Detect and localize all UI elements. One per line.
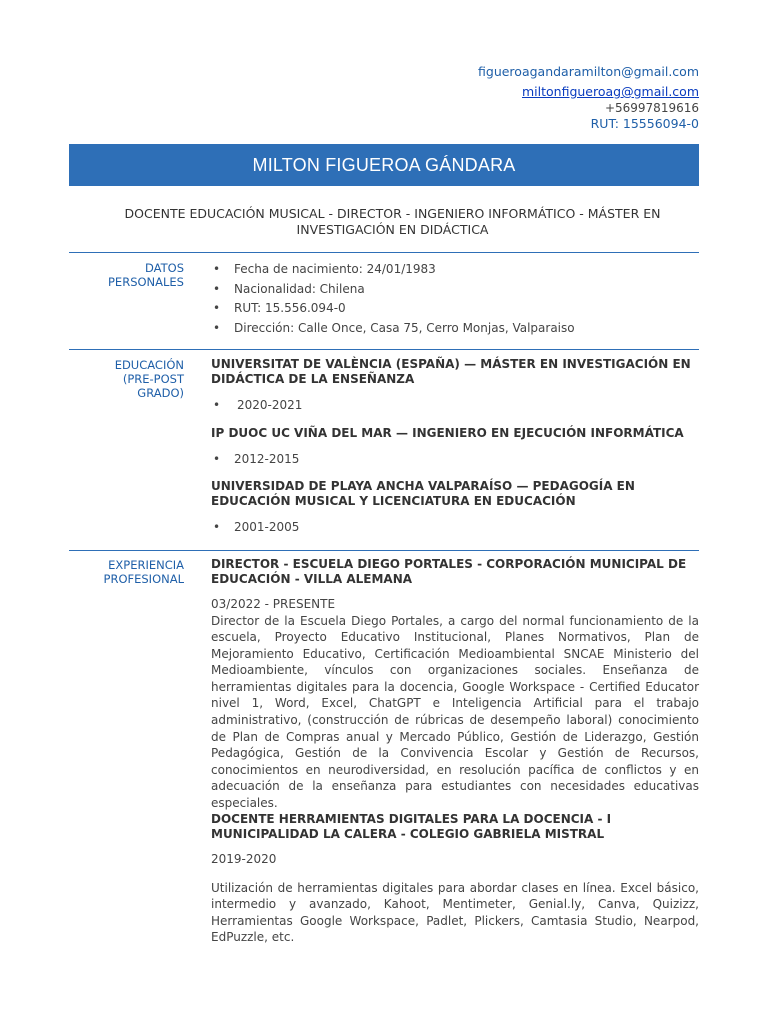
- education-entries: [211, 357, 699, 417]
- section-divider: [69, 252, 699, 253]
- education-entry: [211, 479, 699, 539]
- email-primary-link[interactable]: figueroagandaramilton@gmail.com: [478, 64, 699, 79]
- education-title: UNIVERSIDAD DE PLAYA ANCHA VALPARAÍSO — PEDAGOGÍA EN EDUCACIÓN MUSICAL Y LICENCIATURA EN EDUCACIÓN: [211, 479, 635, 508]
- education-years: • 2020-2021: [211, 397, 699, 414]
- list-item: • Dirección: Calle Once, Casa 75, Cerro Monjas, Valparaiso: [211, 320, 699, 337]
- label-line: DATOS: [144, 261, 184, 275]
- contact-block: [478, 64, 699, 132]
- job-description: Director de la Escuela Diego Portales, a cargo del normal funcionamiento de la escuela, Proyecto Educativo Institucional, Planes Normativos, Plan de Mejoramiento Educativo, Certificación Medioambiental SNCAE Ministerio del Medioambiente, vínculos con organizaciones sociales. Enseñanza de herramientas digitales para la docencia, Google Workspace - Certified Educator nivel 1, Word, Excel, ChatGPT e Inteligencia Artificial para el trabajo administrativo, (construcción de rúbricas de desempeño laboral) conocimiento de Plan de Compras anual y Mercado Público, Gestión de Liderazgo, Gestión Pedagógica, Gestión de la Convivencia Escolar y Gestión de Recursos, conocimientos en neurodiversidad, en resolución pacífica de conflictos y en adecuación de la enseñanza para estudiantes con necesidades educativas especiales.: [211, 613, 699, 811]
- rut-number: RUT: 15556094-0: [590, 116, 699, 131]
- label-line: GRADO): [137, 386, 184, 400]
- list-item: • Nacionalidad: Chilena: [211, 281, 699, 298]
- job-dates: 2019-2020: [211, 852, 277, 866]
- experience-job: [211, 812, 699, 946]
- name-banner: [69, 144, 699, 186]
- section-label-personal: [90, 261, 184, 289]
- job-title: DIRECTOR - ESCUELA DIEGO PORTALES - CORPORACIÓN MUNICIPAL DE EDUCACIÓN - VILLA ALEMANA: [211, 557, 687, 586]
- section-divider: [69, 349, 699, 350]
- list-item: • RUT: 15.556.094-0: [211, 300, 699, 317]
- education-years: • 2012-2015: [211, 451, 699, 468]
- education-title: UNIVERSITAT DE VALÈNCIA (ESPAÑA) — MÁSTER EN INVESTIGACIÓN EN DIDÁCTICA DE LA ENSEÑANZA: [211, 357, 691, 386]
- section-divider: [69, 550, 699, 551]
- job-description: Utilización de herramientas digitales para abordar clases en línea. Excel básico, intermedio y avanzado, Kahoot, Mentimeter, Genial.ly, Canva, Quizizz, Herramientas Google Workspace, Padlet, Plickers, Camtasia Studio, Nearpod, EdPuzzle, etc.: [211, 880, 699, 945]
- experience-job: [211, 557, 699, 812]
- job-title: DOCENTE HERRAMIENTAS DIGITALES PARA LA DOCENCIA - I MUNICIPALIDAD LA CALERA - COLEGIO GABRIELA MISTRAL: [211, 812, 612, 841]
- professional-subtitle: DOCENTE EDUCACIÓN MUSICAL - DIRECTOR - INGENIERO INFORMÁTICO - MÁSTER EN INVESTIGACIÓN EN DIDÁCTICA: [124, 206, 661, 237]
- education-title: IP DUOC UC VIÑA DEL MAR — INGENIERO EN EJECUCIÓN INFORMÁTICA: [211, 426, 684, 440]
- personal-data-list: [211, 261, 699, 339]
- section-label-education: [90, 358, 184, 400]
- label-line: PROFESIONAL: [103, 572, 184, 586]
- job-dates: 03/2022 - PRESENTE: [211, 597, 336, 611]
- education-years: • 2001-2005: [211, 519, 699, 536]
- email-secondary-link[interactable]: miltonfigueroag@gmail.com: [521, 84, 699, 99]
- phone-number: +56997819616: [604, 101, 699, 115]
- education-entry: [211, 426, 699, 471]
- label-line: EDUCACIÓN: [114, 358, 184, 372]
- label-line: PERSONALES: [108, 275, 184, 289]
- section-label-experience: [90, 558, 184, 586]
- label-line: EXPERIENCIA: [108, 558, 184, 572]
- page-title: MILTON FIGUEROA GÁNDARA: [252, 155, 516, 175]
- label-line: (PRE-POST: [122, 372, 184, 386]
- list-item: • Fecha de nacimiento: 24/01/1983: [211, 261, 699, 278]
